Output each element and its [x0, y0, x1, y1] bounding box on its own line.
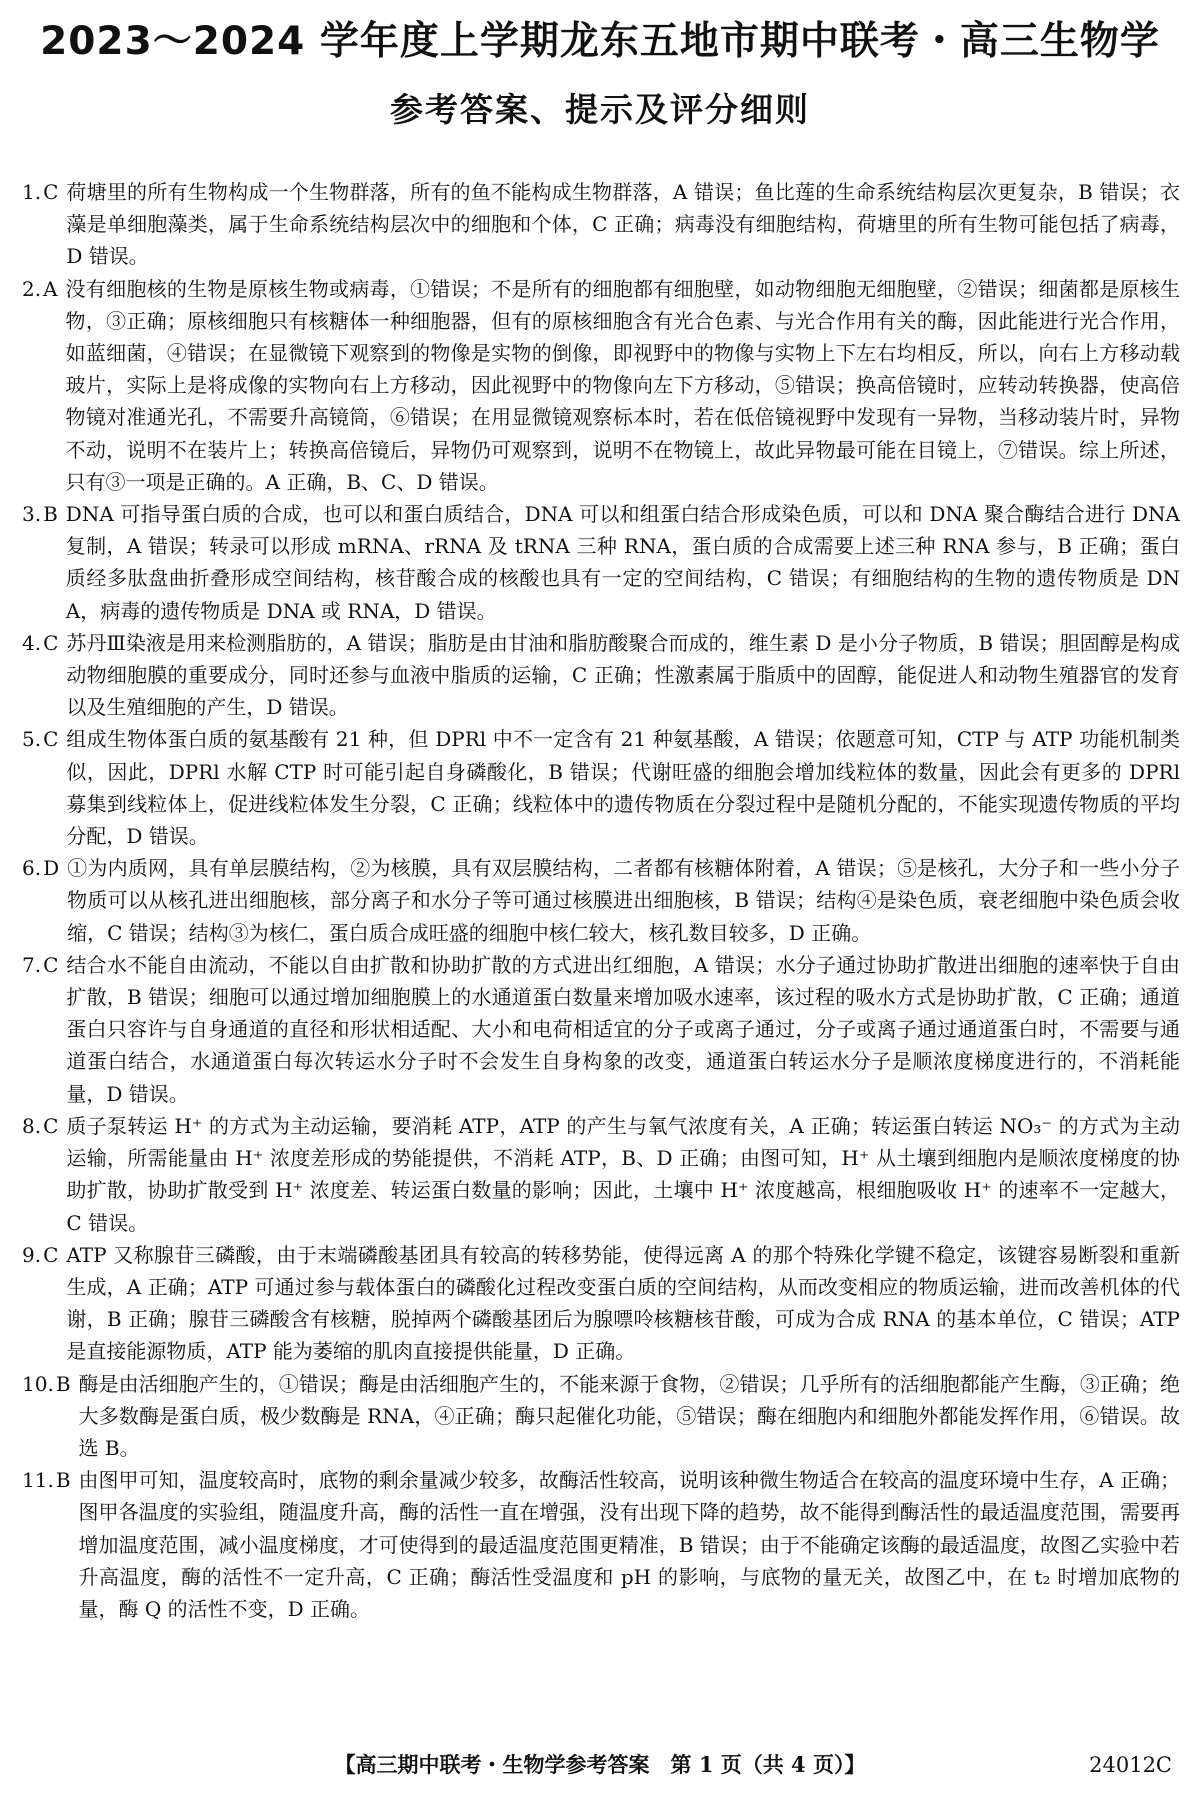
- page-subtitle: 参考答案、提示及评分细则: [390, 90, 810, 129]
- answer-number: 7. C: [22, 952, 59, 977]
- answer-number: 1. C: [22, 180, 59, 204]
- answer-explanation: 组成生物体蛋白质的氨基酸有 21 种，但 DPRl 中不一定含有 21 种氨基酸，A 错误；依题意可知，CTP 与 ATP 功能机制类似，因此，DPRl 水解 CTP 时可能引起自身磷酸化，B 错误；代谢旺盛的细胞会增加线粒体的数量，因此会有更多的 DPRl 募集到线粒体上，促进线粒体发生分裂，C 正确；线粒体中的遗传物质在分裂过程中是随机分配的，不能实现遗传物质的平均分配，D 错误。: [66, 727, 1180, 849]
- answer-list: [22, 176, 1180, 1625]
- answer-number: 11. B: [22, 1468, 71, 1493]
- answer-item-3: [22, 498, 1180, 627]
- answer-item-5: [22, 723, 1180, 852]
- answer-explanation: ①为内质网，具有单层膜结构，②为核膜，具有双层膜结构，二者都有核糖体附着，A 错误；⑤是核孔，大分子和一些小分子物质可以从核孔进出细胞核，部分离子和水分子等可通过核膜进出细胞核，B 错误；结构④是染色质，衰老细胞中染色质会收缩，C 错误；结构③为核仁，蛋白质合成旺盛的细胞中核仁较大，核孔数目较多，D 正确。: [67, 856, 1180, 945]
- answer-choice: C: [43, 1113, 59, 1138]
- answer-number: 8. C: [22, 1113, 59, 1138]
- answer-explanation: 没有细胞核的生物是原核生物或病毒，①错误；不是所有的细胞都有细胞壁，如动物细胞无细胞壁，②错误；细菌都是原核生物，③正确；原核细胞只有核糖体一种细胞器，但有的原核细胞含有光合色素、与光合作用有关的酶，因此能进行光合作用，如蓝细菌，④错误；在显微镜下观察到的物像是实物的倒像，即视野中的物像与实物上下左右均相反，所以，向右上方移动载玻片，实际上是将成像的实物向右上方移动，因此视野中的物像向左下方移动，⑤错误；换高倍镜时，应转动转换器，使高倍物镜对准通光孔，不需要升高镜筒，⑥错误；在用显微镜观察标本时，若在低倍镜视野中发现有一异物，当移动装片时，异物不动，说明不在装片上；转换高倍镜后，异物仍可观察到，说明不在物镜上，故此异物最可能在目镜上，⑦错误。综上所述，只有③一项是正确的。A 正确，B、C、D 错误。: [65, 276, 1180, 494]
- answer-item-8: [22, 1110, 1180, 1239]
- answer-explanation: 由图甲可知，温度较高时，底物的剩余量减少较多，故酶活性较高，说明该种微生物适合在较高的温度环境中生存，A 正确；图甲各温度的实验组，随温度升高，酶的活性一直在增强，没有出现下降的趋势，故不能得到酶活性的最适温度范围，需要再增加温度范围，减小温度梯度，才可使得到的最适温度范围更精准，B 错误；由于不能确定该酶的最适温度，故图乙实验中若升高温度，酶的活性不一定升高，C 正确；酶活性受温度和 pH 的影响，与底物的量无关，故图乙中，在 t₂ 时增加底物的量，酶 Q 的活性不变，D 正确。: [78, 1468, 1180, 1621]
- answer-number: 5. C: [22, 727, 59, 752]
- answer-item-4: [22, 627, 1180, 724]
- answer-number: 9. C: [22, 1242, 59, 1267]
- answer-choice: A: [43, 276, 58, 301]
- answer-explanation: 结合水不能自由流动，不能以自由扩散和协助扩散的方式进出红细胞，A 错误；水分子通过协助扩散进出细胞的速率快于自由扩散，B 错误；细胞可以通过增加细胞膜上的水通道蛋白数量来增加吸水速率，该过程的吸水方式是协助扩散，C 正确；通道蛋白只容许与自身通道的直径和形状相适配、大小和电荷相适宜的分子或离子通过，分子或离子通过通道蛋白时，不需要与通道蛋白结合，水通道蛋白每次转运水分子时不会发生自身构象的改变，通道蛋白转运水分子是顺浓度梯度进行的，不消耗能量，D 错误。: [66, 952, 1180, 1106]
- answer-choice: D: [43, 856, 60, 881]
- answer-choice: B: [43, 502, 58, 527]
- footer-label: 【高三期中联考・生物学参考答案 第 1 页（共 4 页）】: [334, 1752, 866, 1777]
- answer-item-9: [22, 1239, 1180, 1368]
- answer-item-11: [22, 1464, 1180, 1625]
- answer-explanation: 苏丹Ⅲ染液是用来检测脂肪的，A 错误；脂肪是由甘油和脂肪酸聚合而成的，维生素 D 是小分子物质，B 错误；胆固醇是构成动物细胞膜的重要成分，同时还参与血液中脂质的运输，C 正确；性激素属于脂质中的固醇，能促进人和动物生殖器官的发育以及生殖细胞的产生，D 错误。: [66, 630, 1180, 720]
- answer-explanation: 荷塘里的所有生物构成一个生物群落，所有的鱼不能构成生物群落，A 错误；鱼比莲的生命系统结构层次更复杂，B 错误；衣藻是单细胞藻类，属于生命系统结构层次中的细胞和个体，C 正确；病毒没有细胞结构，荷塘里的所有生物可能包括了病毒，D 错误。: [66, 180, 1180, 269]
- answer-explanation: DNA 可指导蛋白质的合成，也可以和蛋白质结合，DNA 可以和组蛋白结合形成染色质，可以和 DNA 聚合酶结合进行 DNA 复制，A 错误；转录可以形成 mRNA、rRNA 及 tRNA 三种 RNA，蛋白质的合成需要上述三种 RNA 参与，B 正确；蛋白质经多肽盘曲折叠形成空间结构，核苷酸合成的核酸也具有一定的空间结构，C 错误；有细胞结构的生物的遗传物质是 DNA，病毒的遗传物质是 DNA 或 RNA，D 错误。: [65, 502, 1180, 623]
- answer-choice: B: [55, 1468, 71, 1493]
- answer-choice: C: [43, 727, 59, 752]
- answer-explanation: 酶是由活细胞产生的，①错误；酶是由活细胞产生的，不能来源于食物，②错误；几乎所有的活细胞都能产生酶，③正确；绝大多数酶是蛋白质，极少数酶是 RNA，④正确；酶只起催化功能，⑤错误；酶在细胞内和细胞外都能发挥作用，⑥错误。故选 B。: [78, 1371, 1180, 1460]
- answer-explanation: ATP 又称腺苷三磷酸，由于末端磷酸基团具有较高的转移势能，使得远离 A 的那个特殊化学键不稳定，该键容易断裂和重新生成，A 正确；ATP 可通过参与载体蛋白的磷酸化过程改变蛋白质的空间结构，从而改变相应的物质运输，进而改善机体的代谢，B 正确；腺苷三磷酸含有核糖，脱掉两个磷酸基团后为腺嘌呤核糖核苷酸，可成为合成 RNA 的基本单位，C 错误；ATP 是直接能源物质，ATP 能为萎缩的肌肉直接提供能量，D 正确。: [66, 1242, 1180, 1364]
- answer-number: 4. C: [22, 630, 59, 655]
- answer-item-6: [22, 852, 1180, 949]
- answer-choice: C: [43, 1242, 59, 1267]
- answer-number: 10. B: [22, 1371, 71, 1396]
- answer-choice: C: [43, 630, 59, 655]
- page-title: 2023～2024 学年度上学期龙东五地市期中联考・高三生物学: [40, 19, 1160, 64]
- answer-item-10: [22, 1368, 1180, 1465]
- answer-explanation: 质子泵转运 H⁺ 的方式为主动运输，要消耗 ATP，ATP 的产生与氧气浓度有关，A 正确；转运蛋白转运 NO₃⁻ 的方式为主动运输，所需能量由 H⁺ 浓度差形成的势能提供，不消耗 ATP，B、D 正确；由图可知，H⁺ 从土壤到细胞内是顺浓度梯度的协助扩散，协助扩散受到 H⁺ 浓度差、转运蛋白数量的影响；因此，土壤中 H⁺ 浓度越高，根细胞吸收 H⁺ 的速率不一定越大，C 错误。: [66, 1113, 1180, 1235]
- answer-number: 2. A: [22, 276, 58, 301]
- answer-choice: C: [43, 180, 59, 204]
- answer-item-7: [22, 949, 1180, 1110]
- answer-number: 6. D: [22, 856, 60, 881]
- answer-choice: C: [43, 952, 59, 977]
- document-code: 24012C: [1089, 1753, 1172, 1777]
- answer-item-1: [22, 176, 1180, 273]
- answer-choice: B: [55, 1371, 71, 1396]
- answer-number: 3. B: [22, 502, 58, 527]
- answer-item-2: [22, 273, 1180, 498]
